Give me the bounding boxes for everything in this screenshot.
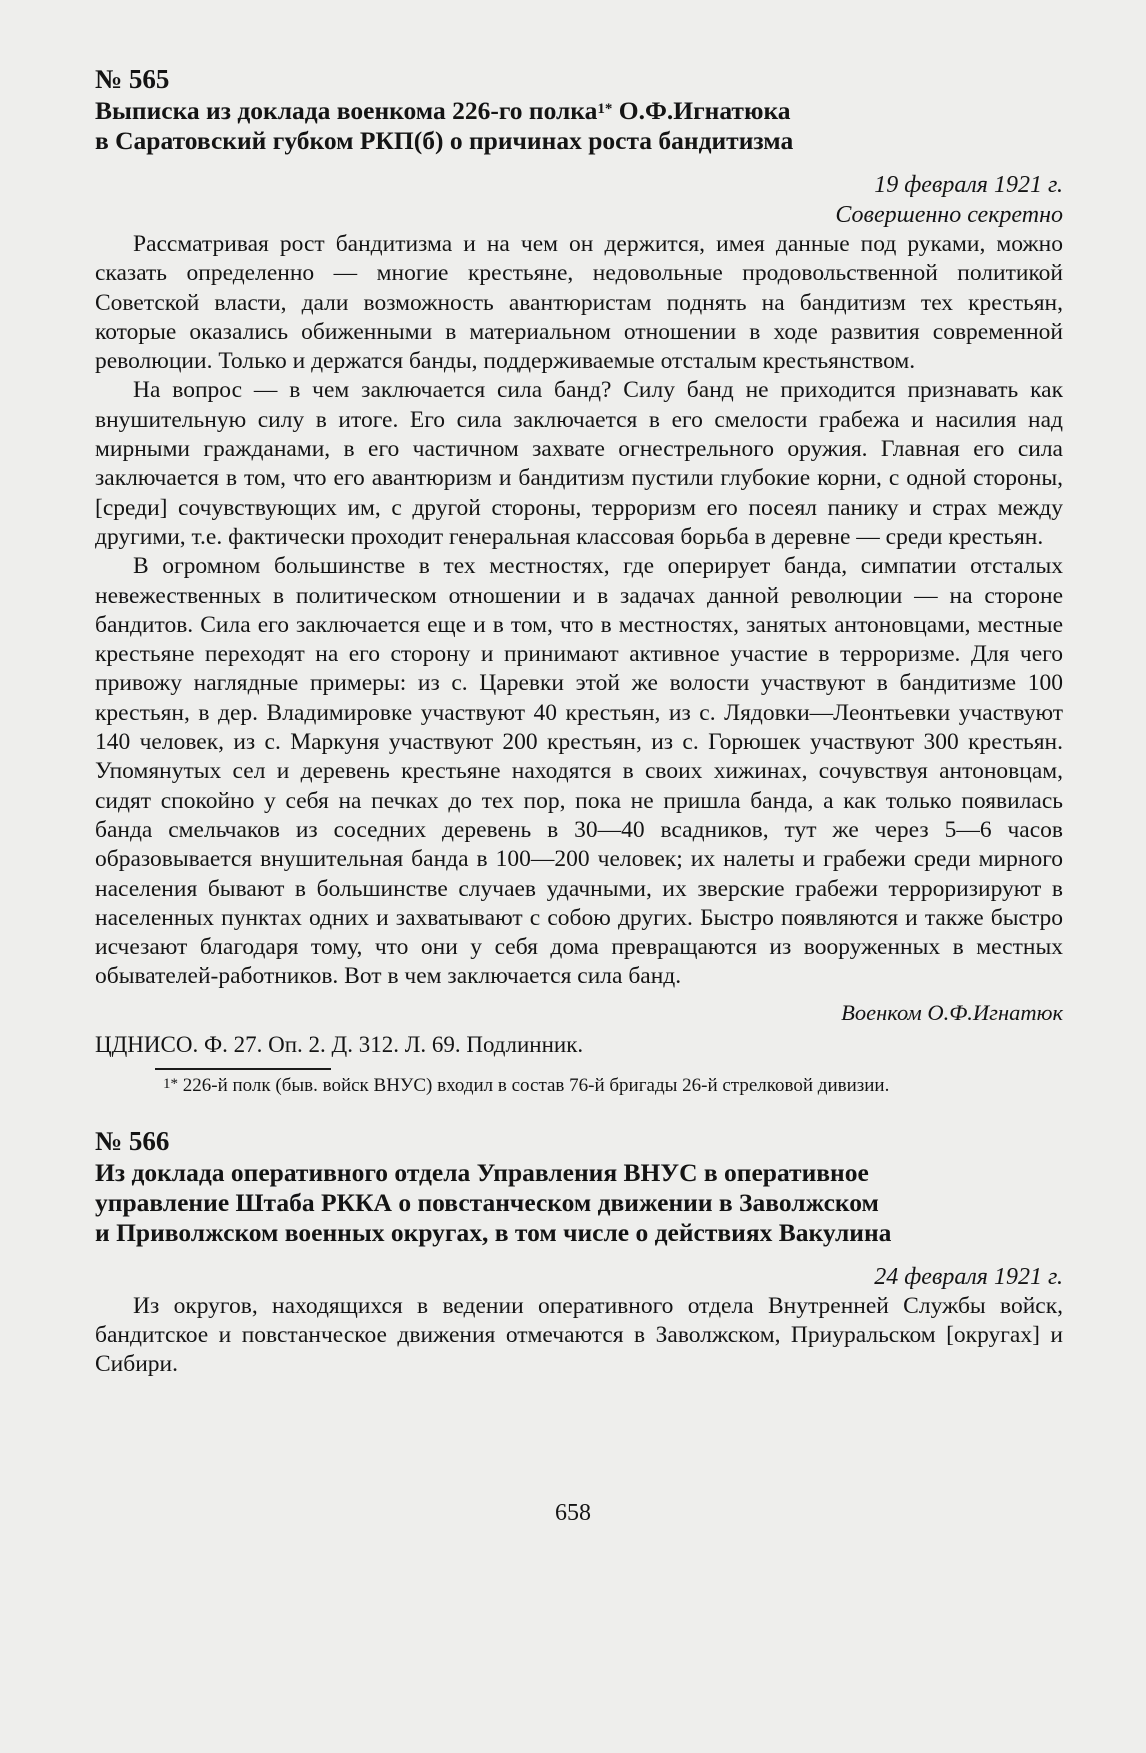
document-title-line: и Приволжском военных округах, в том числе о действиях Вакулина [95, 1217, 892, 1247]
document-title-line: в Саратовский губком РКП(б) о причинах роста бандитизма [95, 126, 794, 155]
classification-stamp: Совершенно секретно [835, 202, 1063, 228]
body-paragraph: На вопрос — в чем заключается сила банд? Силу банд не приходится признавать как внушительную силу в итоге. Его сила заключается в его смелости грабежа и насилия над мирными гражданами, в его частичном захвате огнестрельного оружия. Главная его сила заключается в том, что его авантюризм и бандитизм пустили глубокие корни, с одной стороны, [среди] сочувствующих им, с другой стороны, терроризм его посеял панику и страх между другими, т.е. фактически проходит генеральная классовая борьба в деревне — среди крестьян. [95, 377, 1063, 550]
document-page [95, 62, 1063, 1380]
footnote [95, 1074, 1063, 1098]
archive-reference: ЦДНИСО. Ф. 27. Оп. 2. Д. 312. Л. 69. Подлинник. [95, 1031, 584, 1057]
document-number: № 565 [95, 64, 170, 94]
document-565 [95, 62, 1063, 1098]
body-paragraph: Из округов, находящихся в ведении оперативного отдела Внутренней Службы войск, бандитское и повстанческое движения отмечаются в Заволжском, Приуральском [округах] и Сибири. [95, 1292, 1063, 1378]
document-title-line: управление Штаба РККА о повстанческом движении в Заволжском [95, 1187, 879, 1217]
document-566 [95, 1124, 1063, 1380]
page-number: 658 [555, 1500, 591, 1526]
footnote-divider [155, 1068, 331, 1070]
footnote-text: 226-й полк (быв. войск ВНУС) входил в состав 76-й бригады 26-й стрелковой дивизии. [178, 1074, 890, 1096]
footnote-mark: 1* [163, 1075, 178, 1092]
document-date: 24 февраля 1921 г. [874, 1263, 1063, 1290]
document-title-line [95, 96, 1063, 126]
footnote-reference: 1* [597, 101, 613, 117]
body-paragraph: В огромном большинстве в тех местностях, где оперирует банда, симпатии отсталых невежественных в политическом отношении и в задачах данной революции — на стороне бандитов. Сила его заключается еще и в том, что в местностях, занятых антоновцами, местные крестьяне переходят на его сторону и принимают активное участие в терроризме. Для чего привожу наглядные примеры: из с. Царевки этой же волости участвуют в бандитизме 100 крестьян, в дер. Владимировке участвуют 40 крестьян, из с. Лядовки—Леонтьевки участвуют 140 человек, из с. Маркуня участвуют 200 крестьян, из с. Горюшек участвуют 300 крестьян. Упомянутых сел и деревень крестьяне находятся в своих хижинах, сочувствуя антоновцам, сидят спокойно у себя на печках до тех пор, пока не пришла банда, а как только появилась банда смельчаков из соседних деревень в 30—40 всадников, тут же через 5—6 часов образовывается внушительная банда в 100—200 человек; их налеты и грабежи среди мирного населения бывают в большинстве случаев удачными, их зверские грабежи терроризируют в населенных пунктах одних и захватывают с собою других. Быстро появляются и также быстро исчезают благодаря тому, что они у себя дома превращаются из вооруженных в местных обывателей-работников. Вот в чем заключается сила банд. [95, 553, 1063, 990]
body-paragraph: Рассматривая рост бандитизма и на чем он держится, имея данные под руками, можно сказать определенно — многие крестьяне, недовольные продовольственной политикой Советской власти, дали возможность авантюристам поднять на бандитизм тех крестьян, которые оказались обиженными в материальном отношении в ходе развития современной революции. Только и держатся банды, поддерживаемые отсталым крестьянством. [95, 231, 1063, 375]
signature: Военком О.Ф.Игнатюк [841, 999, 1063, 1025]
title-text: О.Ф.Игнатюка [612, 96, 791, 125]
document-date: 19 февраля 1921 г. [874, 172, 1063, 198]
title-text: Выписка из доклада военкома 226-го полка [95, 96, 598, 125]
document-title-line: Из доклада оперативного отдела Управления ВНУС в оперативное [95, 1157, 869, 1187]
document-number: № 566 [95, 1125, 170, 1156]
